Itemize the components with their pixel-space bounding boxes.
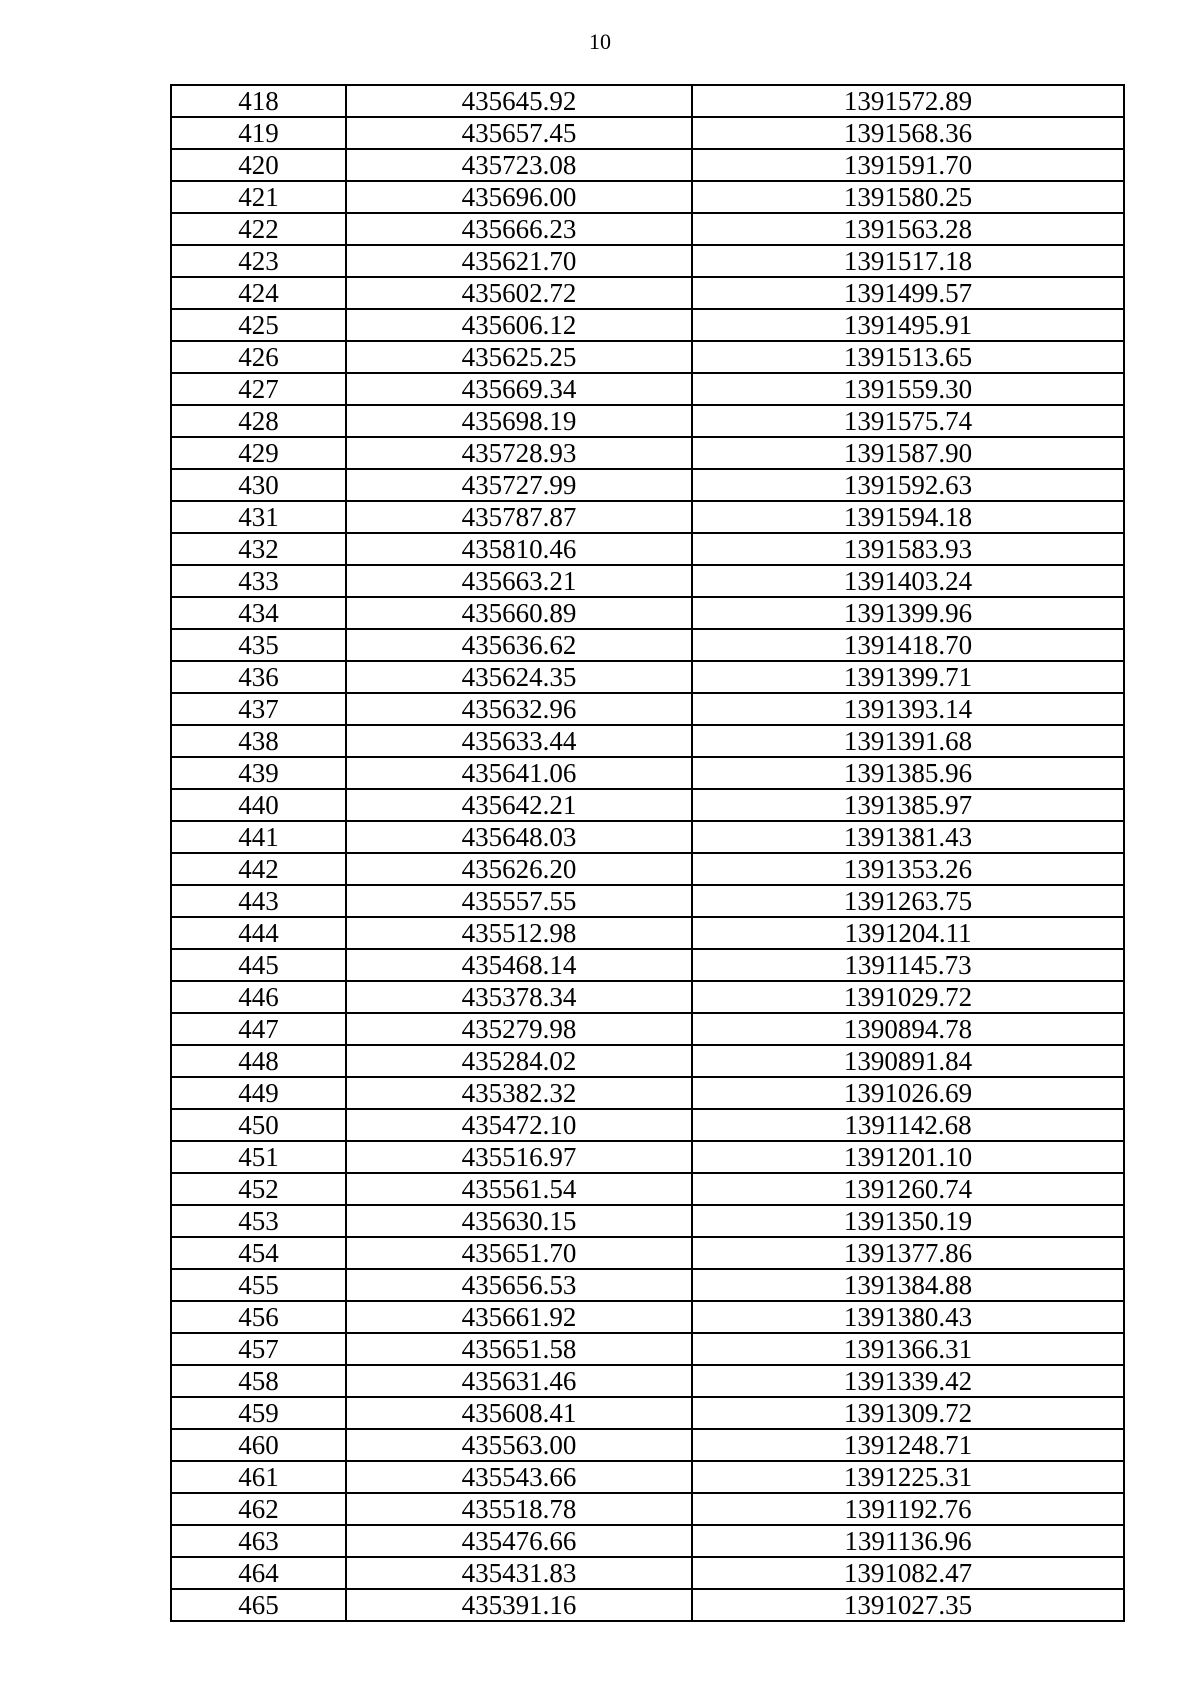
table-row	[171, 85, 1124, 117]
x-coordinate-cell: 435723.08	[346, 149, 692, 181]
x-coordinate-cell: 435431.83	[346, 1557, 692, 1589]
x-coordinate-cell: 435728.93	[346, 437, 692, 469]
x-coordinate-cell: 435625.25	[346, 341, 692, 373]
y-coordinate-cell: 1391026.69	[692, 1077, 1124, 1109]
point-number-cell: 423	[171, 245, 346, 277]
table-row	[171, 117, 1124, 149]
table-row	[171, 341, 1124, 373]
y-coordinate-cell: 1391499.57	[692, 277, 1124, 309]
point-number-cell: 451	[171, 1141, 346, 1173]
coordinates-table	[170, 84, 1125, 1622]
point-number-cell: 436	[171, 661, 346, 693]
y-coordinate-cell: 1391263.75	[692, 885, 1124, 917]
x-coordinate-cell: 435810.46	[346, 533, 692, 565]
point-number-cell: 428	[171, 405, 346, 437]
y-coordinate-cell: 1391353.26	[692, 853, 1124, 885]
y-coordinate-cell: 1391201.10	[692, 1141, 1124, 1173]
table-row	[171, 661, 1124, 693]
y-coordinate-cell: 1391384.88	[692, 1269, 1124, 1301]
x-coordinate-cell: 435633.44	[346, 725, 692, 757]
point-number-cell: 442	[171, 853, 346, 885]
point-number-cell: 422	[171, 213, 346, 245]
y-coordinate-cell: 1391594.18	[692, 501, 1124, 533]
table-row	[171, 1077, 1124, 1109]
y-coordinate-cell: 1391385.96	[692, 757, 1124, 789]
x-coordinate-cell: 435606.12	[346, 309, 692, 341]
x-coordinate-cell: 435621.70	[346, 245, 692, 277]
point-number-cell: 458	[171, 1365, 346, 1397]
x-coordinate-cell: 435696.00	[346, 181, 692, 213]
table-row	[171, 949, 1124, 981]
point-number-cell: 432	[171, 533, 346, 565]
x-coordinate-cell: 435657.45	[346, 117, 692, 149]
table-row	[171, 757, 1124, 789]
point-number-cell: 440	[171, 789, 346, 821]
table-row	[171, 1269, 1124, 1301]
x-coordinate-cell: 435666.23	[346, 213, 692, 245]
y-coordinate-cell: 1391399.71	[692, 661, 1124, 693]
x-coordinate-cell: 435512.98	[346, 917, 692, 949]
y-coordinate-cell: 1391495.91	[692, 309, 1124, 341]
table-row	[171, 373, 1124, 405]
point-number-cell: 457	[171, 1333, 346, 1365]
x-coordinate-cell: 435284.02	[346, 1045, 692, 1077]
point-number-cell: 421	[171, 181, 346, 213]
y-coordinate-cell: 1390891.84	[692, 1045, 1124, 1077]
point-number-cell: 444	[171, 917, 346, 949]
x-coordinate-cell: 435727.99	[346, 469, 692, 501]
y-coordinate-cell: 1391568.36	[692, 117, 1124, 149]
table-row	[171, 533, 1124, 565]
table-row	[171, 1205, 1124, 1237]
y-coordinate-cell: 1391248.71	[692, 1429, 1124, 1461]
y-coordinate-cell: 1390894.78	[692, 1013, 1124, 1045]
point-number-cell: 456	[171, 1301, 346, 1333]
y-coordinate-cell: 1391513.65	[692, 341, 1124, 373]
x-coordinate-cell: 435663.21	[346, 565, 692, 597]
table-row	[171, 1013, 1124, 1045]
x-coordinate-cell: 435563.00	[346, 1429, 692, 1461]
table-row	[171, 1557, 1124, 1589]
table-row	[171, 1141, 1124, 1173]
table-row	[171, 469, 1124, 501]
point-number-cell: 427	[171, 373, 346, 405]
y-coordinate-cell: 1391380.43	[692, 1301, 1124, 1333]
table-row	[171, 1365, 1124, 1397]
table-row	[171, 917, 1124, 949]
point-number-cell: 445	[171, 949, 346, 981]
y-coordinate-cell: 1391418.70	[692, 629, 1124, 661]
table-row	[171, 1301, 1124, 1333]
table-row	[171, 629, 1124, 661]
point-number-cell: 447	[171, 1013, 346, 1045]
point-number-cell: 449	[171, 1077, 346, 1109]
x-coordinate-cell: 435787.87	[346, 501, 692, 533]
y-coordinate-cell: 1391192.76	[692, 1493, 1124, 1525]
table-row	[171, 1589, 1124, 1621]
x-coordinate-cell: 435651.70	[346, 1237, 692, 1269]
point-number-cell: 441	[171, 821, 346, 853]
x-coordinate-cell: 435602.72	[346, 277, 692, 309]
point-number-cell: 424	[171, 277, 346, 309]
table-row	[171, 245, 1124, 277]
table-row	[171, 597, 1124, 629]
table-row	[171, 1109, 1124, 1141]
x-coordinate-cell: 435651.58	[346, 1333, 692, 1365]
y-coordinate-cell: 1391377.86	[692, 1237, 1124, 1269]
y-coordinate-cell: 1391136.96	[692, 1525, 1124, 1557]
table-row	[171, 1429, 1124, 1461]
x-coordinate-cell: 435468.14	[346, 949, 692, 981]
table-row	[171, 565, 1124, 597]
page-number: 10	[589, 29, 611, 54]
table-row	[171, 181, 1124, 213]
y-coordinate-cell: 1391580.25	[692, 181, 1124, 213]
x-coordinate-cell: 435557.55	[346, 885, 692, 917]
table-row	[171, 277, 1124, 309]
y-coordinate-cell: 1391391.68	[692, 725, 1124, 757]
table-row	[171, 821, 1124, 853]
x-coordinate-cell: 435630.15	[346, 1205, 692, 1237]
table-row	[171, 1461, 1124, 1493]
point-number-cell: 462	[171, 1493, 346, 1525]
table-row	[171, 437, 1124, 469]
table-row	[171, 1493, 1124, 1525]
point-number-cell: 439	[171, 757, 346, 789]
y-coordinate-cell: 1391587.90	[692, 437, 1124, 469]
point-number-cell: 437	[171, 693, 346, 725]
table-row	[171, 1333, 1124, 1365]
coordinates-table-body	[171, 85, 1124, 1621]
table-row	[171, 981, 1124, 1013]
point-number-cell: 465	[171, 1589, 346, 1621]
y-coordinate-cell: 1391204.11	[692, 917, 1124, 949]
table-row	[171, 853, 1124, 885]
y-coordinate-cell: 1391260.74	[692, 1173, 1124, 1205]
table-row	[171, 693, 1124, 725]
y-coordinate-cell: 1391225.31	[692, 1461, 1124, 1493]
table-row	[171, 1173, 1124, 1205]
x-coordinate-cell: 435632.96	[346, 693, 692, 725]
x-coordinate-cell: 435561.54	[346, 1173, 692, 1205]
y-coordinate-cell: 1391393.14	[692, 693, 1124, 725]
table-row	[171, 1045, 1124, 1077]
x-coordinate-cell: 435279.98	[346, 1013, 692, 1045]
point-number-cell: 430	[171, 469, 346, 501]
x-coordinate-cell: 435624.35	[346, 661, 692, 693]
table-row	[171, 405, 1124, 437]
x-coordinate-cell: 435669.34	[346, 373, 692, 405]
y-coordinate-cell: 1391592.63	[692, 469, 1124, 501]
y-coordinate-cell: 1391029.72	[692, 981, 1124, 1013]
point-number-cell: 459	[171, 1397, 346, 1429]
y-coordinate-cell: 1391366.31	[692, 1333, 1124, 1365]
x-coordinate-cell: 435656.53	[346, 1269, 692, 1301]
y-coordinate-cell: 1391381.43	[692, 821, 1124, 853]
point-number-cell: 443	[171, 885, 346, 917]
x-coordinate-cell: 435378.34	[346, 981, 692, 1013]
y-coordinate-cell: 1391563.28	[692, 213, 1124, 245]
y-coordinate-cell: 1391572.89	[692, 85, 1124, 117]
point-number-cell: 429	[171, 437, 346, 469]
x-coordinate-cell: 435661.92	[346, 1301, 692, 1333]
x-coordinate-cell: 435626.20	[346, 853, 692, 885]
y-coordinate-cell: 1391399.96	[692, 597, 1124, 629]
point-number-cell: 461	[171, 1461, 346, 1493]
table-row	[171, 501, 1124, 533]
x-coordinate-cell: 435648.03	[346, 821, 692, 853]
x-coordinate-cell: 435636.62	[346, 629, 692, 661]
y-coordinate-cell: 1391591.70	[692, 149, 1124, 181]
point-number-cell: 464	[171, 1557, 346, 1589]
x-coordinate-cell: 435382.32	[346, 1077, 692, 1109]
y-coordinate-cell: 1391145.73	[692, 949, 1124, 981]
point-number-cell: 419	[171, 117, 346, 149]
y-coordinate-cell: 1391517.18	[692, 245, 1124, 277]
point-number-cell: 460	[171, 1429, 346, 1461]
x-coordinate-cell: 435608.41	[346, 1397, 692, 1429]
x-coordinate-cell: 435660.89	[346, 597, 692, 629]
y-coordinate-cell: 1391027.35	[692, 1589, 1124, 1621]
x-coordinate-cell: 435543.66	[346, 1461, 692, 1493]
point-number-cell: 435	[171, 629, 346, 661]
point-number-cell: 434	[171, 597, 346, 629]
point-number-cell: 425	[171, 309, 346, 341]
point-number-cell: 418	[171, 85, 346, 117]
table-row	[171, 213, 1124, 245]
point-number-cell: 452	[171, 1173, 346, 1205]
x-coordinate-cell: 435641.06	[346, 757, 692, 789]
x-coordinate-cell: 435472.10	[346, 1109, 692, 1141]
y-coordinate-cell: 1391583.93	[692, 533, 1124, 565]
point-number-cell: 433	[171, 565, 346, 597]
x-coordinate-cell: 435698.19	[346, 405, 692, 437]
y-coordinate-cell: 1391403.24	[692, 565, 1124, 597]
point-number-cell: 453	[171, 1205, 346, 1237]
table-row	[171, 1525, 1124, 1557]
y-coordinate-cell: 1391142.68	[692, 1109, 1124, 1141]
y-coordinate-cell: 1391559.30	[692, 373, 1124, 405]
x-coordinate-cell: 435631.46	[346, 1365, 692, 1397]
point-number-cell: 426	[171, 341, 346, 373]
point-number-cell: 454	[171, 1237, 346, 1269]
point-number-cell: 448	[171, 1045, 346, 1077]
point-number-cell: 431	[171, 501, 346, 533]
point-number-cell: 438	[171, 725, 346, 757]
point-number-cell: 450	[171, 1109, 346, 1141]
y-coordinate-cell: 1391575.74	[692, 405, 1124, 437]
point-number-cell: 446	[171, 981, 346, 1013]
table-row	[171, 1397, 1124, 1429]
table-row	[171, 149, 1124, 181]
y-coordinate-cell: 1391350.19	[692, 1205, 1124, 1237]
y-coordinate-cell: 1391339.42	[692, 1365, 1124, 1397]
point-number-cell: 463	[171, 1525, 346, 1557]
x-coordinate-cell: 435642.21	[346, 789, 692, 821]
x-coordinate-cell: 435645.92	[346, 85, 692, 117]
table-row	[171, 309, 1124, 341]
point-number-cell: 455	[171, 1269, 346, 1301]
x-coordinate-cell: 435391.16	[346, 1589, 692, 1621]
x-coordinate-cell: 435516.97	[346, 1141, 692, 1173]
x-coordinate-cell: 435518.78	[346, 1493, 692, 1525]
table-row	[171, 789, 1124, 821]
y-coordinate-cell: 1391082.47	[692, 1557, 1124, 1589]
point-number-cell: 420	[171, 149, 346, 181]
table-row	[171, 885, 1124, 917]
y-coordinate-cell: 1391385.97	[692, 789, 1124, 821]
x-coordinate-cell: 435476.66	[346, 1525, 692, 1557]
table-row	[171, 725, 1124, 757]
table-row	[171, 1237, 1124, 1269]
y-coordinate-cell: 1391309.72	[692, 1397, 1124, 1429]
